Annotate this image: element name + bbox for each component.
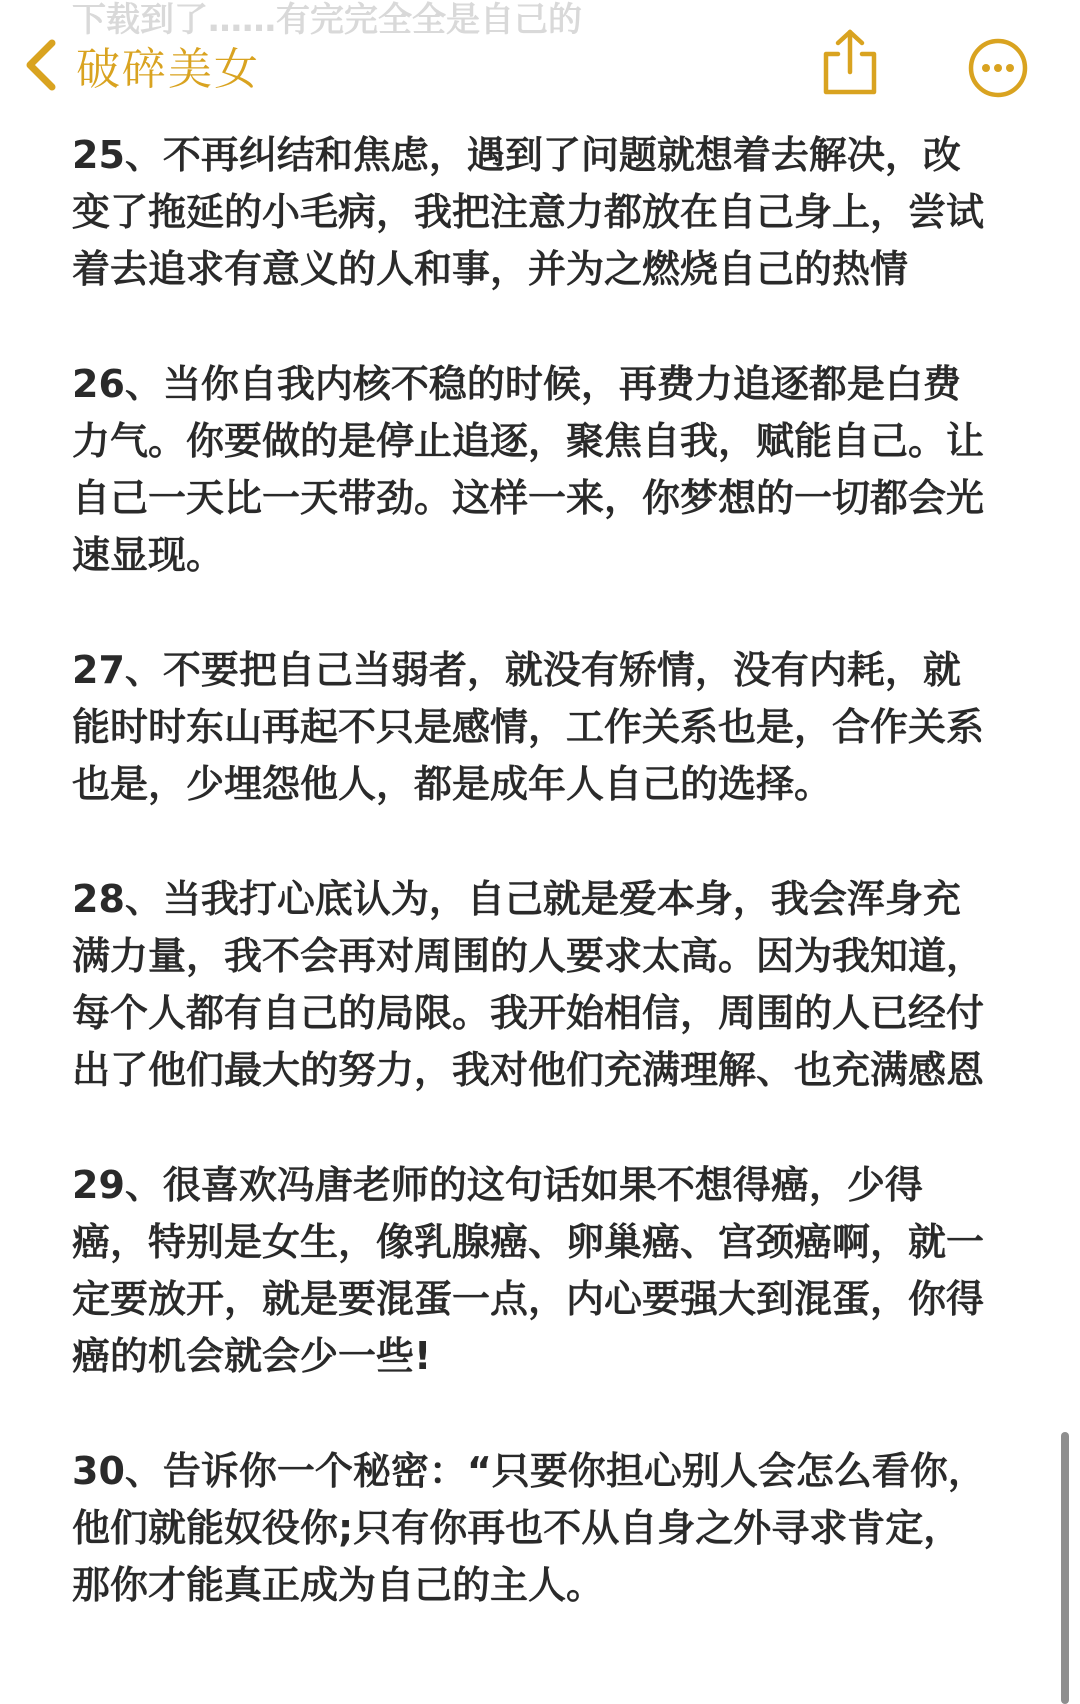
nav-header bbox=[0, 0, 1080, 130]
paragraph-30: 30、告诉你一个秘密：“只要你担心别人会怎么看你，他们就能奴役你;只有你再也不从自身之外寻求肯定，那你才能真正成为自己的主人。 bbox=[72, 1449, 986, 1607]
scrollbar[interactable] bbox=[1061, 1432, 1069, 1704]
note-body[interactable] bbox=[72, 127, 992, 1672]
paragraph-26: 26、当你自我内核不稳的时候，再费力追逐都是白费力气。你要做的是停止追逐，聚焦自我，赋能自己。让自己一天比一天带劲。这样一来，你梦想的一切都会光速显现。 bbox=[72, 362, 985, 577]
more-icon[interactable] bbox=[966, 36, 1030, 100]
back-label: 破碎美女 bbox=[76, 44, 260, 95]
back-button[interactable] bbox=[18, 30, 260, 100]
chevron-left-icon bbox=[18, 35, 62, 95]
paragraph-29: 29、很喜欢冯唐老师的这句话如果不想得癌，少得癌，特别是女生，像乳腺癌、卵巢癌、宫颈癌啊，就一定要放开，就是要混蛋一点，内心要强大到混蛋，你得癌的机会就会少一些! bbox=[72, 1163, 985, 1378]
paragraph-27: 27、不要把自己当弱者，就没有矫情，没有内耗，就能时时东山再起不只是感情，工作关系也是，合作关系也是，少埋怨他人，都是成年人自己的选择。 bbox=[72, 648, 985, 806]
share-icon[interactable] bbox=[818, 28, 882, 98]
paragraph-25: 25、不再纠结和焦虑，遇到了问题就想着去解决，改变了拖延的小毛病，我把注意力都放在自己身上，尝试着去追求有意义的人和事，并为之燃烧自己的热情 bbox=[72, 133, 985, 291]
paragraph-28: 28、当我打心底认为，自己就是爱本身，我会浑身充满力量，我不会再对周围的人要求太高。因为我知道，每个人都有自己的局限。我开始相信，周围的人已经付出了他们最大的努力，我对他们充满理解、也充满感恩 bbox=[72, 877, 985, 1092]
faded-previous-text: 下载到了……有完完全全是自己的 bbox=[72, 0, 582, 40]
